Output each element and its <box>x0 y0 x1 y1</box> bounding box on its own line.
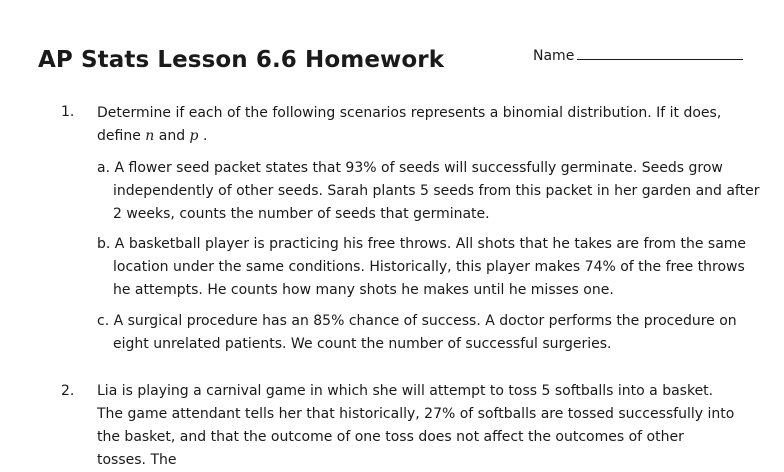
question-1-item-c: c. A surgical procedure has an 85% chance of success. A doctor performs the procedure on eight unrelated patients. We count the number of successful surgeries. <box>97 313 737 352</box>
question-1-prompt <box>97 102 757 148</box>
question-1-item-a: a. A flower seed packet states that 93% of seeds will successfully germinate. Seeds grow independently of other seeds. Sarah plants 5 seeds from this packet in her garden and after 2 weeks, counts the number of seeds that germinate. <box>97 160 760 222</box>
name-field <box>533 46 743 64</box>
question-1-prompt-end: . <box>202 128 208 144</box>
question-1-number: 1. <box>61 104 75 120</box>
name-label: Name <box>533 48 575 64</box>
question-1-prompt-text: Determine if each of the following scenarios represents a binomial distribution. If it does, define <box>97 105 722 144</box>
and-word: and <box>158 128 186 144</box>
question-2-number: 2. <box>61 383 75 399</box>
variable-p: p <box>189 128 199 144</box>
page-title: AP Stats Lesson 6.6 Homework <box>38 47 445 73</box>
name-blank-line <box>577 46 743 60</box>
question-1-item-b: b. A basketball player is practicing his free throws. All shots that he takes are from the same location under the same conditions. Historically, this player makes 74% of the free throws he attempts. He counts how many shots he makes until he misses one. <box>97 236 747 298</box>
variable-n: n <box>145 128 155 144</box>
question-2-prompt: Lia is playing a carnival game in which she will attempt to toss 5 softballs into a basket. The game attendant tells her that historically, 27% of softballs are tossed successfully into the basket, and that the outcome of one toss does not affect the outcomes of other tosses. The <box>97 383 735 468</box>
